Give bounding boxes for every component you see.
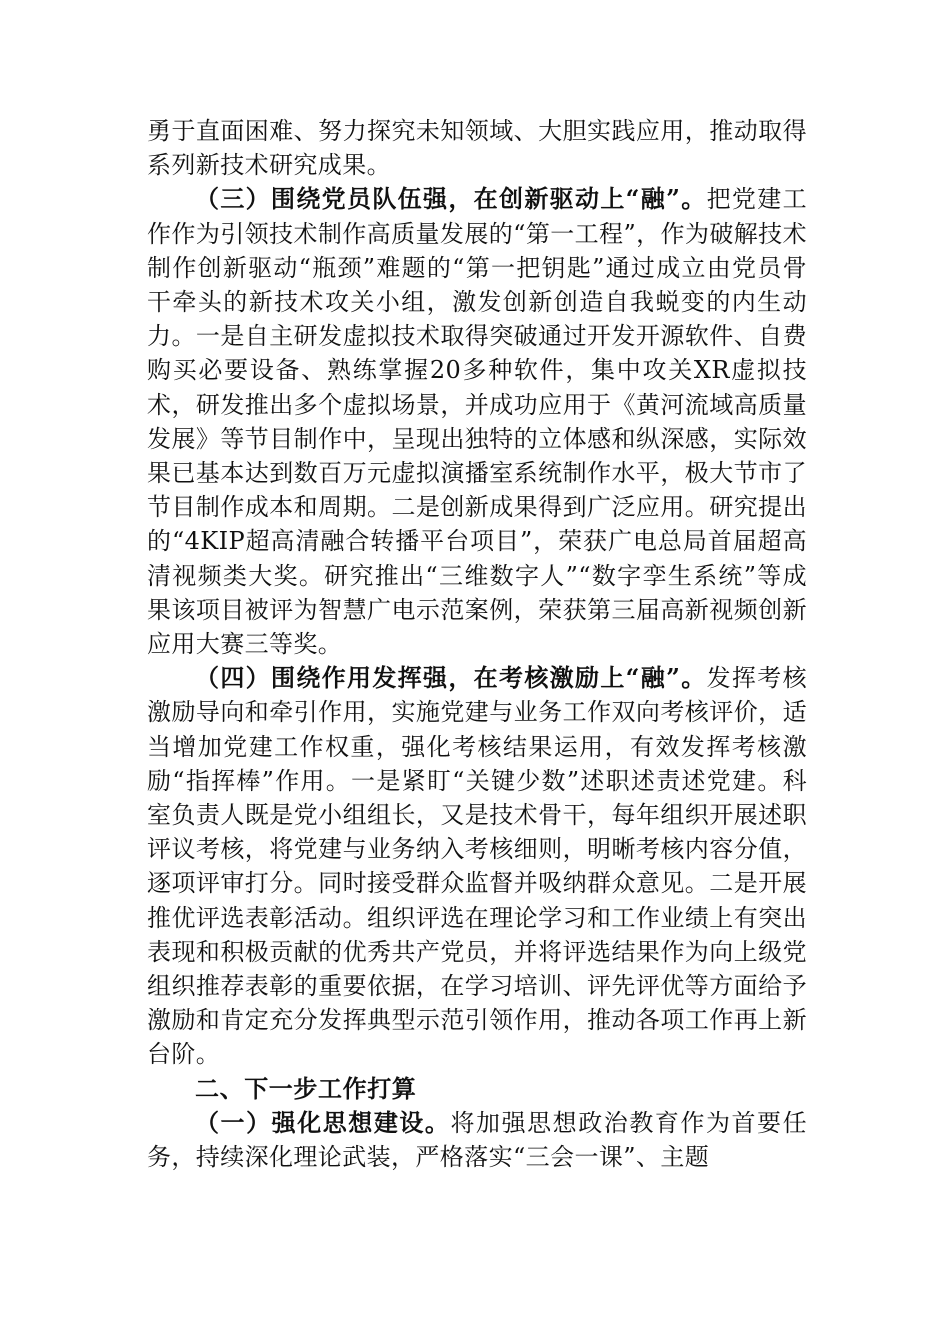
paragraph-text: 将加强思想政治教育作为首要任务，持续深化理论武装，严格落实“三会一课”、主题 bbox=[147, 1108, 807, 1172]
paragraph-lead: （一）强化思想建设。 bbox=[195, 1107, 451, 1137]
paragraph-text: 发挥考核激励导向和牵引作用，实施党建与业务工作双向考核评价，适当增加党建工作权重，强化考核结果运用，有效发挥考核激励“指挥棒”作用。一是紧盯“关键少数”述职述责述党建。科室负责人既是党小组组长，又是技术骨干，每年组织开展述职评议考核，将党建与业务纳入考核细则，明晰考核内容分值，逐项评审打分。同时接受群众监督并吸纳群众意见。二是开展推优评选表彰活动。组织评选在理论学习和工作业绩上有突出表现和积极贡献的优秀共产党员，并将评选结果作为向上级党组织推荐表彰的重要依据，在学习培训、评先评优等方面给予激励和肯定充分发挥典型示范引领作用，推动各项工作再上新台阶。 bbox=[147, 664, 807, 1069]
paragraph-lead: （四）围绕作用发挥强，在考核激励上“融”。 bbox=[195, 663, 707, 693]
section-heading: 二、下一步工作打算 bbox=[195, 1074, 417, 1103]
paragraph-ideological-building bbox=[147, 1106, 807, 1174]
paragraph-lead: （三）围绕党员队伍强，在创新驱动上“融”。 bbox=[195, 184, 707, 214]
paragraph-text: 把党建工作作为引领技术制作高质量发展的“第一工程”，作为破解技术制作创新驱动“瓶颈”难题的“第一把钥匙”通过成立由党员骨干牵头的新技术攻关小组，激发创新创造自我蜕变的内生动力。一是自主研发虚拟技术取得突破通过开发开源软件、自费购买必要设备、熟练掌握20多种软件，集中攻关XR虚拟技术，研发推出多个虚拟场景，并成功应用于《黄河流域高质量发展》等节目制作中，呈现出独特的立体感和纵深感，实际效果已基本达到数百万元虚拟演播室系统制作水平，极大节市了节目制作成本和周期。二是创新成果得到广泛应用。研究提出的“4KIP超高清融合转播平台项目”，荣获广电总局首届超高清视频类大奖。研究推出“三维数字人”“数字孪生系统”等成果该项目被评为智慧广电示范案例，荣获第三届高新视频创新应用大赛三等奖。 bbox=[147, 185, 807, 659]
paragraph-assessment-incentive bbox=[147, 661, 807, 1071]
paragraph-continuation bbox=[147, 114, 807, 182]
document-body bbox=[147, 114, 807, 1174]
paragraph-text: 勇于直面困难、努力探究未知领域、大胆实践应用，推动取得系列新技术研究成果。 bbox=[147, 117, 807, 180]
paragraph-innovation-drive bbox=[147, 182, 807, 661]
